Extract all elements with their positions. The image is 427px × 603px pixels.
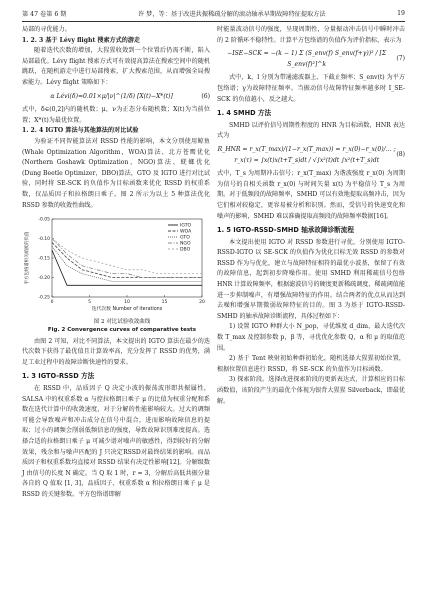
paragraph: SMHD 以评价信号周期性程度的 HNR 为目标函数，HNR 表达式为 [217,121,405,140]
legend-label: GTO [180,235,190,241]
step-2: 2) 基于 Tent 映射初始种群初始化，随机选择大猩猩初始位置，根据位置信息进行 RSSD，将 SE-SCK 的负值作为目标函数。 [217,355,405,373]
step-1: 1) 设置 IGTO 种群大小 N_pop，寻优维度 d_dim，最大迭代次数 T_max 及控制参数 p，β 等，寻优优化参数 Q，α 和 μ 的取值范围。 [217,323,405,352]
section-heading-1-3: 1. 3 IGTO-RSSD 方法 [22,372,95,381]
paragraph: 为验证不同智能算法对 RSSD 性能的影响，本文分别使用鲸鱼(Whale Optimization Algorithm，WOA)算法、北方苍鹰优化(Northern Goshawk Optimization，NGO)算法、蜣螂优化(Dung Beetle Optimizer，DBO)算法，GTO 及 IGTO 进行对比试验，同时将 SE-SCK 的负值作为目标函数来优化 RSSD 的权重系数，仅品质因子和拉格朗日乘子。图 2 所示为以上 5 种算法优化 RSSD 参数的收敛性曲线。 [22,137,210,209]
section-heading-1-5: 1. 5 IGTO-RSSD-SMHD 轴承故障诊断流程 [217,226,354,235]
section-heading-1-2-3: 1. 2. 3 基于 Lévy flight 搜索方式的游走 [22,36,141,44]
equation-number: (8) [396,151,405,159]
step-3: 3) 探索阶段。选择改进探索阶段的更新表达式，计算相应的目标函数值，该阶段产生的最优个体视为银背大猩猩 Silverback，即最优解。 [217,376,405,405]
equation-6 [22,92,210,103]
x-tick-label: 5 [88,300,91,306]
figure-caption: 图 2 对比试验收敛曲线 [93,318,151,325]
x-tick-label: 15 [161,300,168,306]
figure-2 [22,215,210,334]
section-heading-1-4: 1. 4 SMHD 方法 [217,109,272,118]
equation-body: −ISE−SCK = −(k − 1) Σ (S_env(f) S_env(f+γ))² / [Σ S_env(f)²]^k [227,50,387,68]
right-column [217,25,405,407]
section-heading-1-2-4: 1. 2. 4 IGTO 算法与其他算法的对比试验 [22,127,139,135]
running-title: 许 梦，等：基于改进共振稀疏分解的滚动轴承早期故障特征提取方法 [137,10,326,18]
equation-number: (7) [396,55,405,63]
paragraph: 式中，δ∈(0,2]内的随机数；μ，ν为正态分布随机数；X(t)为当前位置；X*(t)为最优位置。 [22,106,210,124]
paragraph: 局部的寻优能力。 [22,26,71,33]
y-tick-label: -0.25 [38,295,50,301]
equation-7 [217,49,405,70]
x-tick-label: 10 [124,300,130,306]
paragraph: 本文提出使用 IGTO 对 RSSD 参数进行寻优，分别使用 IGTO-RSSD-IGTO 以 SE-SCK 的负值作为优化目标无效 RSSD 的参数对 RSSD 作为与优化，建立与故障特征相符的最优小波基，保留了有效的故障信息，起到初步降噪作用。使用 SMHD 利用稀疏信号包络 HNR 计算故障频率，根据滤波信号的硬度更新稀疏调度，稀疏阈值能进一步抑制噪声，有增强故障特征的作用。结合两者的优点从而达到去噪和增强早期微弱故障特征的目的。图 3 为基于 IGTO-RSSD-SMHD 的轴承故障诊断流程，具体过程如下： [217,238,405,320]
y-tick-label: -0.05 [38,217,50,223]
paragraph: 随着迭代次数的增加，大猩猩收敛到一个位置后仍需不断，陷入局部最优。Lévy flight 搜索方式可有效提高算法在搜索空间中的随机跳跃，在随机游走中进行局部搜索，扩大搜索范围，从而增强全局搜索能力。Lévy flight 策略如下： [22,47,210,86]
x-tick-label: 0 [50,300,54,306]
x-axis-label: 迭代次数 Number of iterations [91,307,163,313]
equation-body: α Lévi(δ)=0.01×μ/|ν|^(1/δ) [X(t)−X*(t)] [50,92,173,100]
x-tick-label: 20 [199,300,205,306]
paragraph: 在 RSSD 中，品质因子 Q 决定小波的振荡波形即共振属性，SALSA 中的权重系数 α 与控拉格朗日乘子 μ 的比值为权重分配和系数在迭代计算中的收敛速度，对于分解的性能影响较大。过大的调频可能会导致噪声和冲击成分在信号中混合，进而影响故障信息的提取；过小的调频会削弱低频信息的强度，导致故障识别难度提高。选择合适的拉格朗日乘子 μ 可减少谱对噪声的敏感性，得到较好的分解效果，残余和与噪声匹配的 J 只决定RSSD对最终结果的影响。而品质因子和权重系数均直接对 RSSD 结果有决定性影响[12]。分解级数 J 由信号的长度 N 确定。当 Q 取 1 时，r = 3，分解后高低共振分量各自的 Q 值取 [1, 3]，品质因子、权重系数 α 和拉格朗日乘子 μ 是 RSSD 的关键参数。平方包络谱即解 [22,385,210,498]
legend-label: IGTO [180,223,192,229]
equation-8 [217,145,405,166]
series-line-igto [52,250,202,285]
paragraph: 由图 2 可知，对比不同算法，本文提出的 IGTO 算法在最少的迭代次数下获得了最优值且计算效率高，充分发挥了 RSSD 的优势，满足工业过程中的故障诊断快速性的要求。 [22,337,210,366]
convergence-chart [22,215,210,313]
paragraph: 式中，T_s 为周期冲击信号；r_x(T_max) 为谐波强度 r_x(0) 为周期为信号的自相关函数 r_x(0) 与时间矢量 x(t) 为平稳信号 T_s 为周期。对于低频段的故障频率，SMHD 可以有效地提取高频冲击，因为它们相对较稳定，更容易被分析和识别。然而，受信号的快速变化和噪声的影响，SMHD 难以准确提取高频段的故障频率数据[16]。 [217,170,405,220]
legend-label: DBO [180,247,191,253]
paragraph: 时能量波动信号的强度，呈现周期性，分量振动冲击信号中瞬时冲击的 2 阶循环不稳特性。计算平方包络谱的负值作为评价指标，表示为 [217,26,405,44]
header-rule [22,21,405,22]
equation-number: (6) [201,92,210,100]
left-column [22,25,210,501]
y-tick-label: -0.20 [38,276,50,282]
paragraph: 式中，k，l 分别为带通滤波器上、下截止频率；S_env(t) 为平方包络谱；γ为故障特征频率。当振动信号故障特征频率越多时 I_SE-SCK 的负值越小，反之越大。 [217,74,405,103]
legend-label: NGO [180,241,191,247]
journal-volume: 第 47 卷第 6 期 [22,10,67,18]
y-tick-label: -0.10 [38,237,50,243]
y-tick-label: -0.15 [38,256,50,262]
page-header [22,7,405,19]
page-number: 19 [397,9,405,17]
y-axis-label: 平方包络谱相关峭度的负值 [25,231,30,285]
equation-body: R_HNR = r_x(T_max)/(1−r_x(T_max)) = r_x(0)−r_x(0)/… ; r_x(τ) = ∫x(t)x(t+T_s)dt / √∫x²(t)dt ∫x²(t+T_s)dt [217,145,396,164]
figure-caption-en: Fig. 2 Convergence curves of comparative tests [47,326,197,333]
legend-label: WOA [180,229,192,235]
